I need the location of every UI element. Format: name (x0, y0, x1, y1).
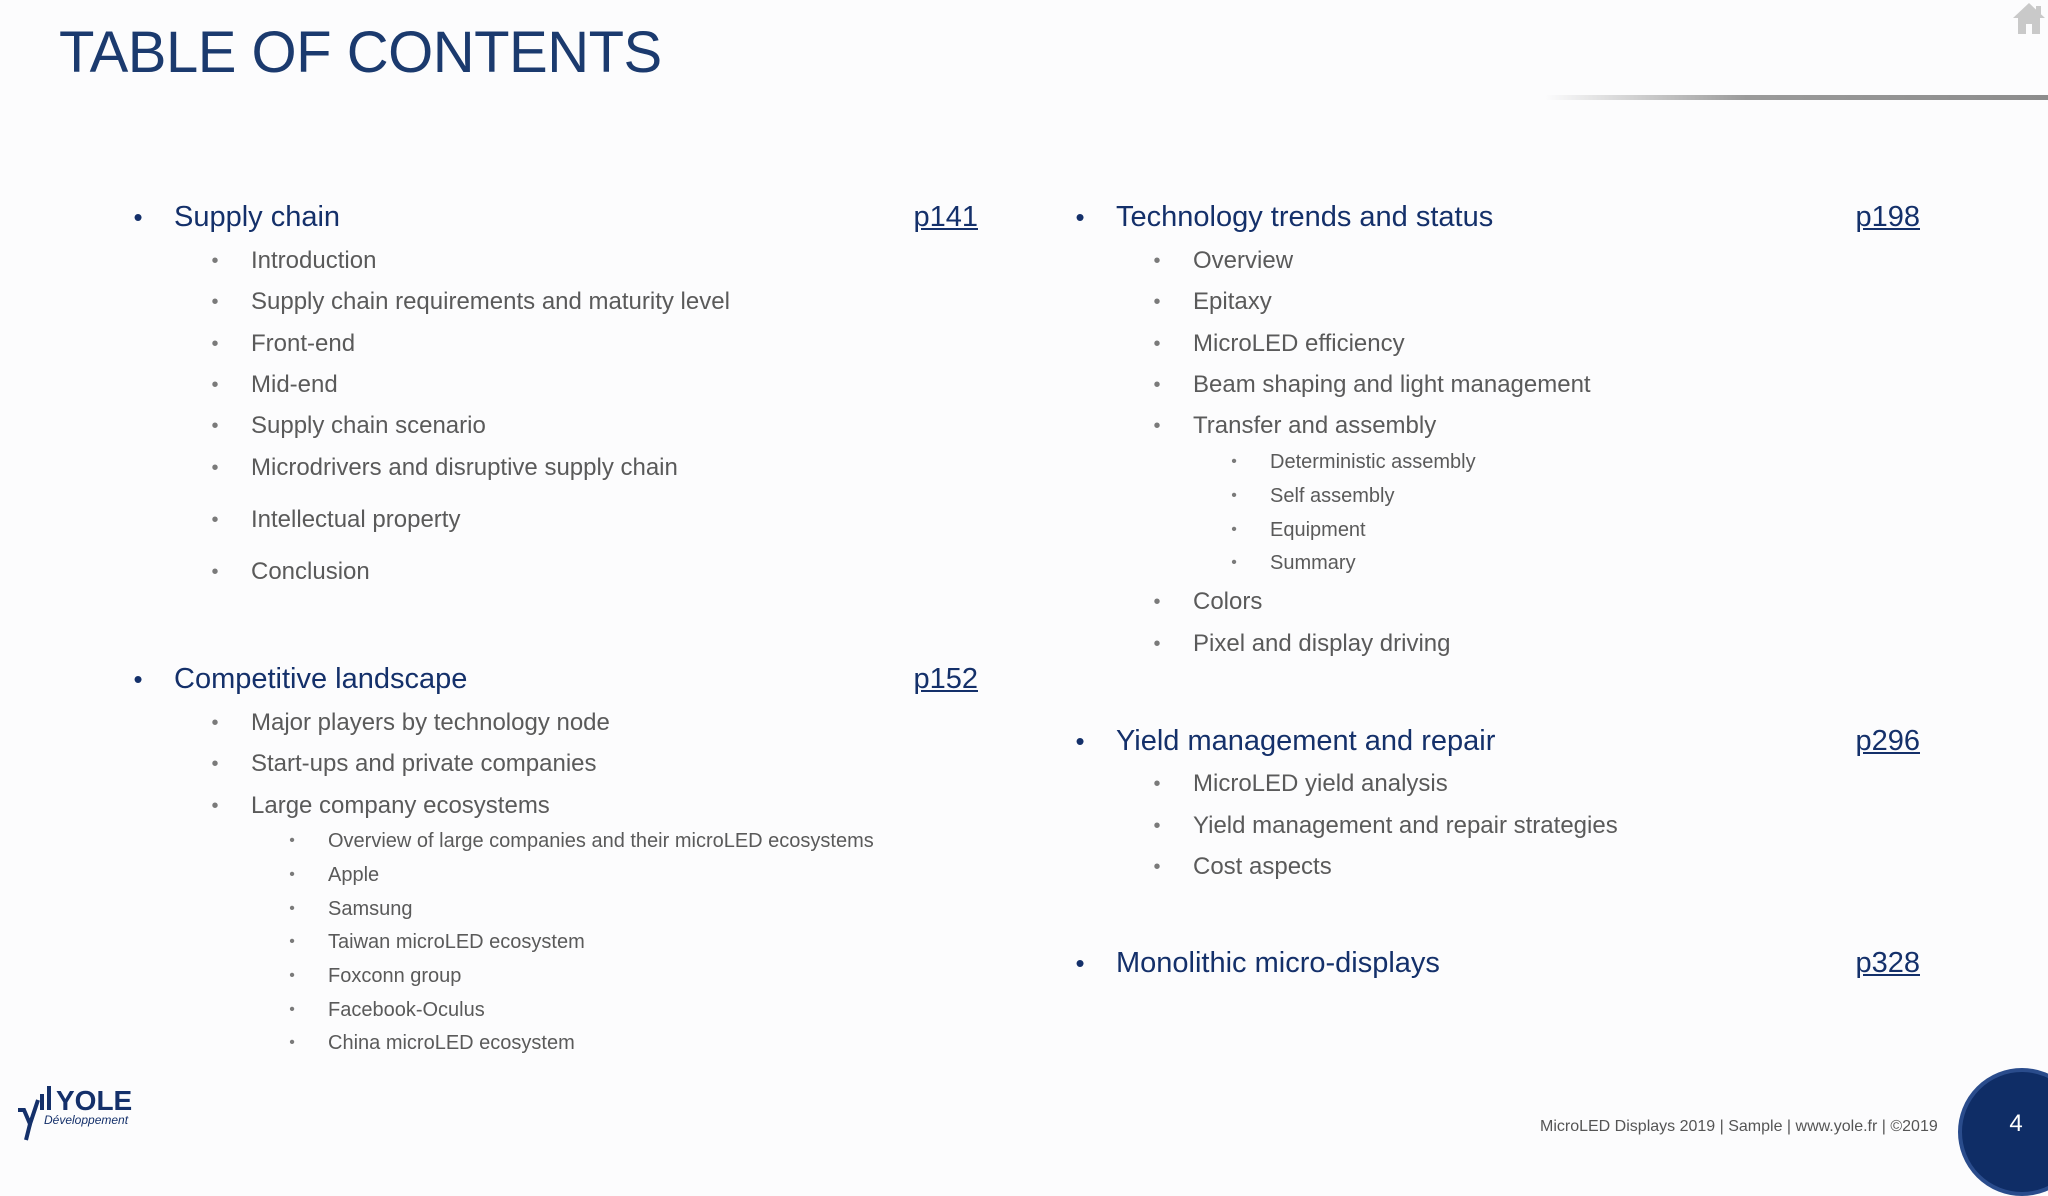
toc-item-label: MicroLED yield analysis (1193, 770, 1448, 797)
toc-item-label: Epitaxy (1193, 288, 1272, 315)
toc-subitem-label: Facebook-Oculus (328, 998, 485, 1021)
bullet: • (289, 967, 295, 984)
bullet: • (289, 866, 295, 883)
bullet: • (211, 456, 219, 479)
toc-item (128, 368, 978, 402)
toc-item-label: Start-ups and private companies (251, 750, 597, 777)
toc-subitem (1070, 548, 1920, 578)
toc-item-label: Pixel and display driving (1193, 630, 1451, 657)
bullet: • (211, 711, 219, 734)
toc-subitem-label: China microLED ecosystem (328, 1031, 575, 1054)
bullet: • (1075, 947, 1085, 978)
bullet: • (1231, 521, 1237, 538)
bullet: • (211, 249, 219, 272)
toc-item-label: Mid-end (251, 371, 338, 398)
toc-item-label: Beam shaping and light management (1193, 371, 1591, 398)
page-link-competitive-landscape[interactable]: p152 (913, 662, 978, 695)
toc-item (1070, 285, 1920, 319)
toc-item (128, 327, 978, 361)
toc-subitem (128, 894, 978, 924)
toc-subitem (1070, 447, 1920, 477)
bullet: • (211, 332, 219, 355)
footer-text: MicroLED Displays 2019 | Sample | www.yole.fr | ©2019 (1540, 1118, 1938, 1135)
bullet: • (1153, 290, 1161, 313)
toc-item (1070, 244, 1920, 278)
toc-item-label: Yield management and repair strategies (1193, 812, 1618, 839)
toc-item-label: Front-end (251, 330, 356, 357)
toc-item (128, 503, 978, 537)
toc-item-label: Microdrivers and disruptive supply chain (251, 454, 678, 481)
toc-subitem (128, 860, 978, 890)
toc-section-monolithic (1070, 943, 1920, 983)
toc-item-label: Overview (1193, 247, 1294, 274)
section-title: Competitive landscape (174, 662, 468, 695)
toc-subitem-label: Equipment (1270, 518, 1366, 541)
toc-subitem (1070, 515, 1920, 545)
bullet: • (289, 933, 295, 950)
toc-item-label: Intellectual property (251, 506, 461, 533)
toc-item (1070, 409, 1920, 443)
toc-subitem-label: Samsung (328, 897, 413, 920)
toc-item-label: Cost aspects (1193, 853, 1332, 880)
toc-item-label: Colors (1193, 588, 1263, 615)
toc-subitem (128, 995, 978, 1025)
bullet: • (211, 290, 219, 313)
bullet: • (1075, 201, 1085, 232)
bullet: • (1153, 632, 1161, 655)
section-title: Supply chain (174, 200, 341, 233)
bullet: • (211, 794, 219, 817)
toc-item-label: Supply chain requirements and maturity level (251, 288, 730, 315)
bullet: • (1153, 414, 1161, 437)
page-title: TABLE OF CONTENTS (59, 20, 662, 85)
toc-item-label: MicroLED efficiency (1193, 330, 1405, 357)
toc-subitem-label: Taiwan microLED ecosystem (328, 930, 585, 953)
toc-item (128, 409, 978, 443)
toc-item (128, 555, 978, 589)
bullet: • (1231, 453, 1237, 470)
toc-item (1070, 327, 1920, 361)
toc-item-label: Transfer and assembly (1193, 412, 1437, 439)
bullet: • (1153, 590, 1161, 613)
section-title: Yield management and repair (1116, 724, 1496, 757)
toc-item (1070, 767, 1920, 801)
toc-item (1070, 627, 1920, 661)
page-number: 4 (2009, 1110, 2023, 1137)
bullet: • (1153, 855, 1161, 878)
toc-item (128, 789, 978, 823)
page-link-supply-chain[interactable]: p141 (913, 200, 978, 233)
bullet: • (211, 373, 219, 396)
toc-item (128, 747, 978, 781)
toc-item-label: Large company ecosystems (251, 792, 550, 819)
toc-item-label: Conclusion (251, 558, 370, 585)
bullet: • (1075, 725, 1085, 756)
page-link-yield-management[interactable]: p296 (1855, 724, 1920, 757)
toc-subitem (128, 961, 978, 991)
page-link-technology-trends[interactable]: p198 (1855, 200, 1920, 233)
toc-subitem-label: Self assembly (1270, 484, 1395, 507)
toc-item (1070, 368, 1920, 402)
section-title: Technology trends and status (1116, 200, 1494, 233)
toc-item-label: Introduction (251, 247, 377, 274)
bullet: • (133, 201, 143, 232)
toc-subitem (128, 826, 978, 856)
yole-logo (14, 1074, 154, 1144)
bullet: • (211, 508, 219, 531)
bullet: • (289, 900, 295, 917)
toc-subitem (128, 927, 978, 957)
logo-sub-text: Développement (44, 1113, 129, 1127)
section-title: Monolithic micro-displays (1116, 946, 1440, 979)
bullet: • (1153, 332, 1161, 355)
bullet: • (1231, 487, 1237, 504)
bullet: • (1153, 373, 1161, 396)
bullet: • (289, 1001, 295, 1018)
toc-item (128, 285, 978, 319)
toc-subitem-label: Foxconn group (328, 964, 462, 987)
toc-subitem-label: Deterministic assembly (1270, 450, 1476, 473)
toc-item (1070, 585, 1920, 619)
bullet: • (133, 663, 143, 694)
toc-item (1070, 850, 1920, 884)
bullet: • (211, 560, 219, 583)
toc-item (1070, 809, 1920, 843)
toc-subitem-label: Apple (328, 863, 380, 886)
toc-subitem-label: Overview of large companies and their microLED ecosystems (328, 829, 874, 852)
toc-item (128, 706, 978, 740)
title-rule-divider (1545, 95, 2048, 100)
toc-section-supply-chain (128, 197, 978, 237)
bullet: • (1153, 772, 1161, 795)
toc-item-label: Major players by technology node (251, 709, 610, 736)
toc-subitem (128, 1028, 978, 1058)
page-link-monolithic[interactable]: p328 (1855, 946, 1920, 979)
toc-subitem-label: Summary (1270, 551, 1356, 574)
toc-subitem (1070, 481, 1920, 511)
bullet: • (1153, 814, 1161, 837)
bullet: • (1153, 249, 1161, 272)
bullet: • (289, 1034, 295, 1051)
bullet: • (211, 414, 219, 437)
toc-item-label: Supply chain scenario (251, 412, 486, 439)
toc-item (128, 451, 978, 485)
toc-section-technology-trends (1070, 197, 1920, 237)
bullet: • (211, 752, 219, 775)
logo-brand-text: YOLE (56, 1085, 133, 1116)
bullet: • (1231, 554, 1237, 571)
home-icon[interactable] (2010, 0, 2048, 36)
toc-section-competitive-landscape (128, 659, 978, 699)
toc-item (128, 244, 978, 278)
bullet: • (289, 832, 295, 849)
toc-section-yield-management (1070, 721, 1920, 761)
